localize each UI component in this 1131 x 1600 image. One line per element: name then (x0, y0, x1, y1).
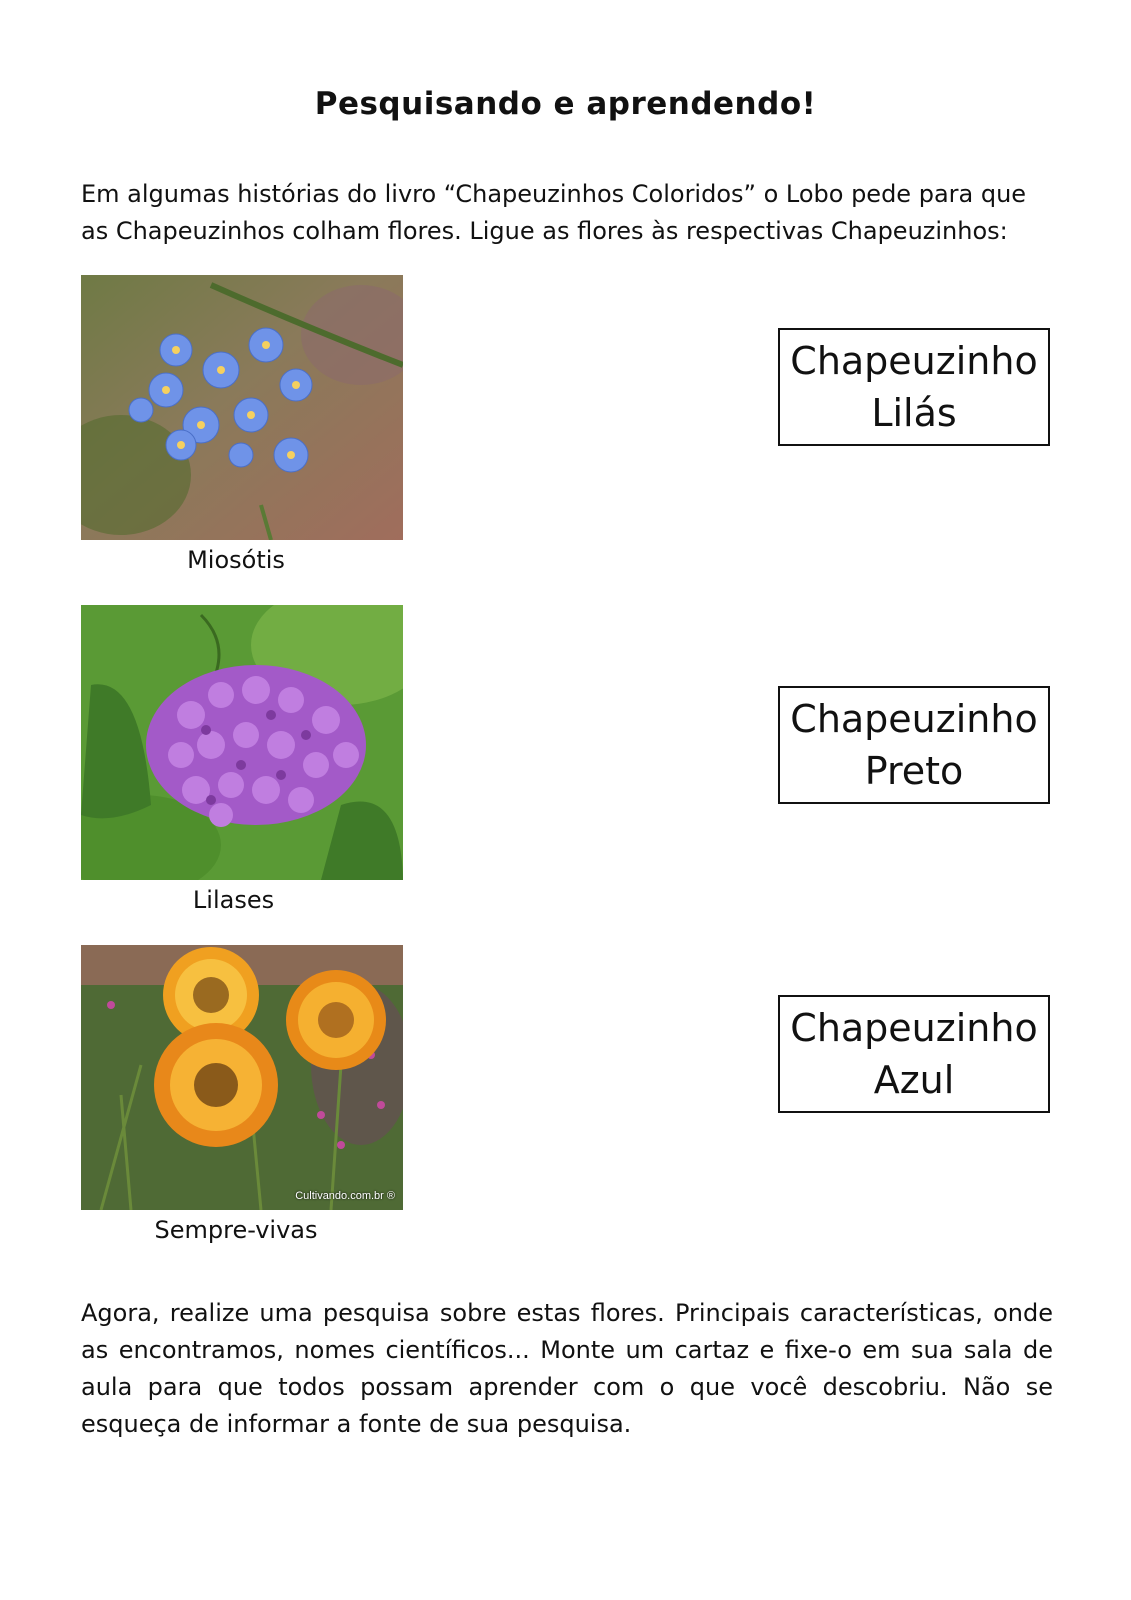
hood-line-2: Lilás (871, 391, 957, 435)
hood-line-1: Chapeuzinho (790, 697, 1038, 741)
lilases-photo (81, 605, 403, 880)
page-title: Pesquisando e aprendendo! (314, 86, 817, 122)
hood-line-2: Azul (873, 1058, 955, 1102)
chapeuzinho-lilas-box[interactable] (778, 328, 1050, 446)
sempre-vivas-photo (81, 945, 403, 1210)
photo-watermark: Cultivando.com.br ® (295, 1190, 395, 1202)
hood-line-2: Preto (864, 749, 964, 793)
hood-line-1: Chapeuzinho (790, 339, 1038, 383)
outro-paragraph: Agora, realize uma pesquisa sobre estas flores. Principais características, onde as encontramos, nomes científicos... Monte um cartaz e fixe-o em sua sala de aula para que todos possam aprender com o que você descobriu. Não se esqueça de informar a fonte de sua pesquisa. (81, 1299, 1053, 1438)
chapeuzinho-azul-box[interactable] (778, 995, 1050, 1113)
flower-caption: Lilases (192, 886, 275, 914)
flower-caption: Sempre-vivas (154, 1216, 318, 1244)
hood-line-1: Chapeuzinho (790, 1006, 1038, 1050)
chapeuzinho-preto-box[interactable] (778, 686, 1050, 804)
intro-paragraph: Em algumas histórias do livro “Chapeuzinhos Coloridos” o Lobo pede para que as Chapeuzinhos colham flores. Ligue as flores às respectivas Chapeuzinhos: (81, 180, 1027, 245)
flower-caption: Miosótis (187, 546, 285, 574)
miosotis-photo (81, 275, 403, 540)
